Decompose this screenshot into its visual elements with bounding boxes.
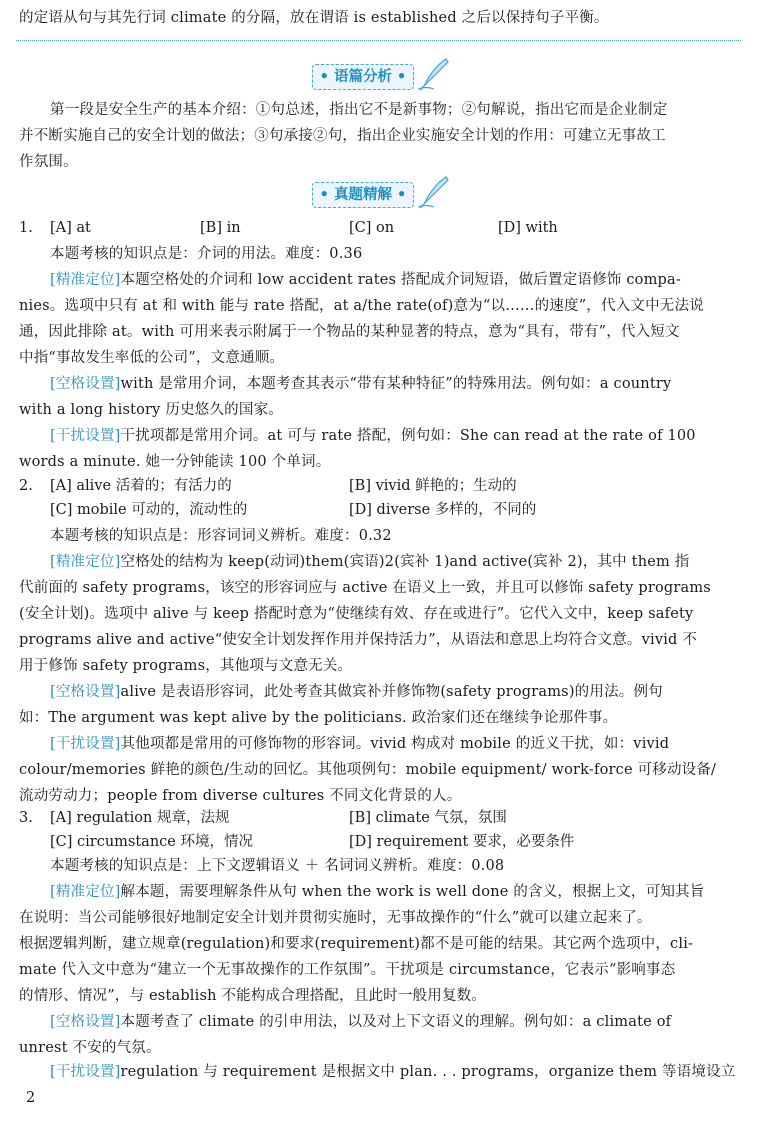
tag-locate: [精准定位] bbox=[50, 884, 121, 900]
explanation-line: colour/memories 鲜艳的颜色/生动的回忆。其他项例句：mobile equipment/ work-force 可移动设备/ bbox=[19, 762, 717, 778]
explanation-line: [精准定位]解本题，需要理解条件从句 when the work is well done 的含义，根据上文，可知其旨 bbox=[50, 884, 705, 900]
tag-blank: [空格设置] bbox=[50, 684, 121, 700]
explanation-line: nies。选项中只有 at 和 with 能与 rate 搭配，at a/the rate(of)意为“以……的速度”，代入文中无法说 bbox=[19, 298, 704, 314]
explanation-line: 流动劳动力；people from diverse cultures 不同文化背景的人。 bbox=[19, 788, 462, 804]
explanation-line: [空格设置]with 是常用介词，本题考查其表示“带有某种特征”的特殊用法。例句如：a country bbox=[50, 376, 672, 392]
option-a: [A] alive 活着的；有活力的 bbox=[50, 478, 232, 494]
explanation-line: (安全计划)。选项中 alive 与 keep 搭配时意为“使继续有效、存在或进行”。它代入文中，keep safety bbox=[19, 606, 694, 622]
explanation-line: 在说明：当公司能够很好地制定安全计划并贯彻实施时，无事故操作的“什么”就可以建立起来了。 bbox=[19, 910, 652, 926]
explanation-line: [精准定位]本题空格处的介词和 low accident rates 搭配成介词短语，做后置定语修饰 compa- bbox=[50, 272, 681, 288]
explanation-line: [精准定位]空格处的结构为 keep(动词)them(宾语)2(宾补 1)and active(宾补 2)，其中 them 指 bbox=[50, 554, 690, 570]
carryover-line: 的定语从句与其先行词 climate 的分隔，放在谓语 is established 之后以保持句子平衡。 bbox=[19, 10, 609, 26]
quill-pen-icon bbox=[416, 56, 452, 92]
explanation-line: 的情形、情况”，与 establish 不能构成合理搭配，且此时一般用复数。 bbox=[19, 988, 487, 1004]
question-number: 2. bbox=[19, 478, 33, 494]
section-divider bbox=[16, 40, 741, 41]
page-number: 2 bbox=[26, 1090, 36, 1106]
analysis-line: 作氛围。 bbox=[19, 154, 78, 170]
explanation-line: [干扰设置]regulation 与 requirement 是根据文中 plan. . . programs，organize them 等语境设立 bbox=[50, 1064, 736, 1080]
question-number: 1. bbox=[19, 220, 33, 236]
tag-locate: [精准定位] bbox=[50, 272, 121, 288]
explanation-line: 如：The argument was kept alive by the politicians. 政治家们还在继续争论那件事。 bbox=[19, 710, 618, 726]
tag-distractor: [干扰设置] bbox=[50, 736, 121, 752]
option-a: [A] at bbox=[50, 220, 91, 236]
explanation-line: words a minute. 她一分钟能读 100 个单词。 bbox=[19, 454, 331, 470]
tag-locate: [精准定位] bbox=[50, 554, 121, 570]
question-number: 3. bbox=[19, 810, 33, 826]
option-b: [B] vivid 鲜艳的；生动的 bbox=[349, 478, 517, 494]
option-b: [B] in bbox=[200, 220, 241, 236]
analysis-line: 并不断实施自己的安全计划的做法；③句承接②句，指出企业实施安全计划的作用：可建立无事故工 bbox=[19, 128, 666, 144]
tag-blank: [空格设置] bbox=[50, 1014, 121, 1030]
explanation-line: unrest 不安的气氛。 bbox=[19, 1040, 161, 1056]
banner-label: • 真题精解 • bbox=[312, 182, 414, 208]
knowledge-point: 本题考核的知识点是：介词的用法。难度：0.36 bbox=[50, 246, 363, 262]
explanation-line: programs alive and active“使安全计划发挥作用并保持活力”，从语法和意思上均符合文意。vivid 不 bbox=[19, 632, 698, 648]
section-banner-analysis bbox=[0, 62, 757, 96]
explanation-line: [干扰设置]干扰项都是常用介词。at 可与 rate 搭配，例句如：She can read at the rate of 100 bbox=[50, 428, 696, 444]
option-c: [C] on bbox=[349, 220, 395, 236]
tag-distractor: [干扰设置] bbox=[50, 1064, 121, 1080]
explanation-line: 代前面的 safety programs，该空的形容词应与 active 在语义上一致，并且可以修饰 safety programs bbox=[19, 580, 711, 596]
tag-blank: [空格设置] bbox=[50, 376, 121, 392]
explanation-line: with a long history 历史悠久的国家。 bbox=[19, 402, 283, 418]
knowledge-point: 本题考核的知识点是：上下文逻辑语义 ＋ 名词词义辨析。难度：0.08 bbox=[50, 858, 505, 874]
explanation-line: 根据逻辑判断，建立规章(regulation)和要求(requirement)都不是可能的结果。其它两个选项中，cli- bbox=[19, 936, 694, 952]
option-c: [C] circumstance 环境，情况 bbox=[50, 834, 253, 850]
explanation-line: 中指“事故发生率低的公司”，文意通顺。 bbox=[19, 350, 285, 366]
explanation-line: [空格设置]alive 是表语形容词，此处考查其做宾补并修饰物(safety programs)的用法。例句 bbox=[50, 684, 663, 700]
knowledge-point: 本题考核的知识点是：形容词词义辨析。难度：0.32 bbox=[50, 528, 392, 544]
explanation-line: mate 代入文中意为“建立一个无事故操作的工作氛围”。干扰项是 circumstance，它表示“影响事态 bbox=[19, 962, 676, 978]
option-a: [A] regulation 规章，法规 bbox=[50, 810, 230, 826]
analysis-line: 第一段是安全生产的基本介绍：①句总述，指出它不是新事物；②句解说，指出它而是企业制定 bbox=[50, 102, 668, 118]
section-banner-explain bbox=[0, 180, 757, 214]
option-d: [D] requirement 要求，必要条件 bbox=[349, 834, 575, 850]
explanation-line: 用于修饰 safety programs，其他项与文意无关。 bbox=[19, 658, 353, 674]
option-c: [C] mobile 可动的，流动性的 bbox=[50, 502, 248, 518]
banner-label: • 语篇分析 • bbox=[312, 64, 414, 90]
option-b: [B] climate 气氛，氛围 bbox=[349, 810, 507, 826]
quill-pen-icon bbox=[416, 174, 452, 210]
explanation-line: [空格设置]本题考查了 climate 的引申用法，以及对上下文语义的理解。例句如：a climate of bbox=[50, 1014, 672, 1030]
explanation-line: [干扰设置]其他项都是常用的可修饰物的形容词。vivid 构成对 mobile 的近义干扰，如：vivid bbox=[50, 736, 670, 752]
tag-distractor: [干扰设置] bbox=[50, 428, 121, 444]
option-d: [D] diverse 多样的，不同的 bbox=[349, 502, 537, 518]
option-d: [D] with bbox=[498, 220, 558, 236]
explanation-line: 通，因此排除 at。with 可用来表示附属于一个物品的某种显著的特点，意为“具有，带有”，代入短文 bbox=[19, 324, 680, 340]
